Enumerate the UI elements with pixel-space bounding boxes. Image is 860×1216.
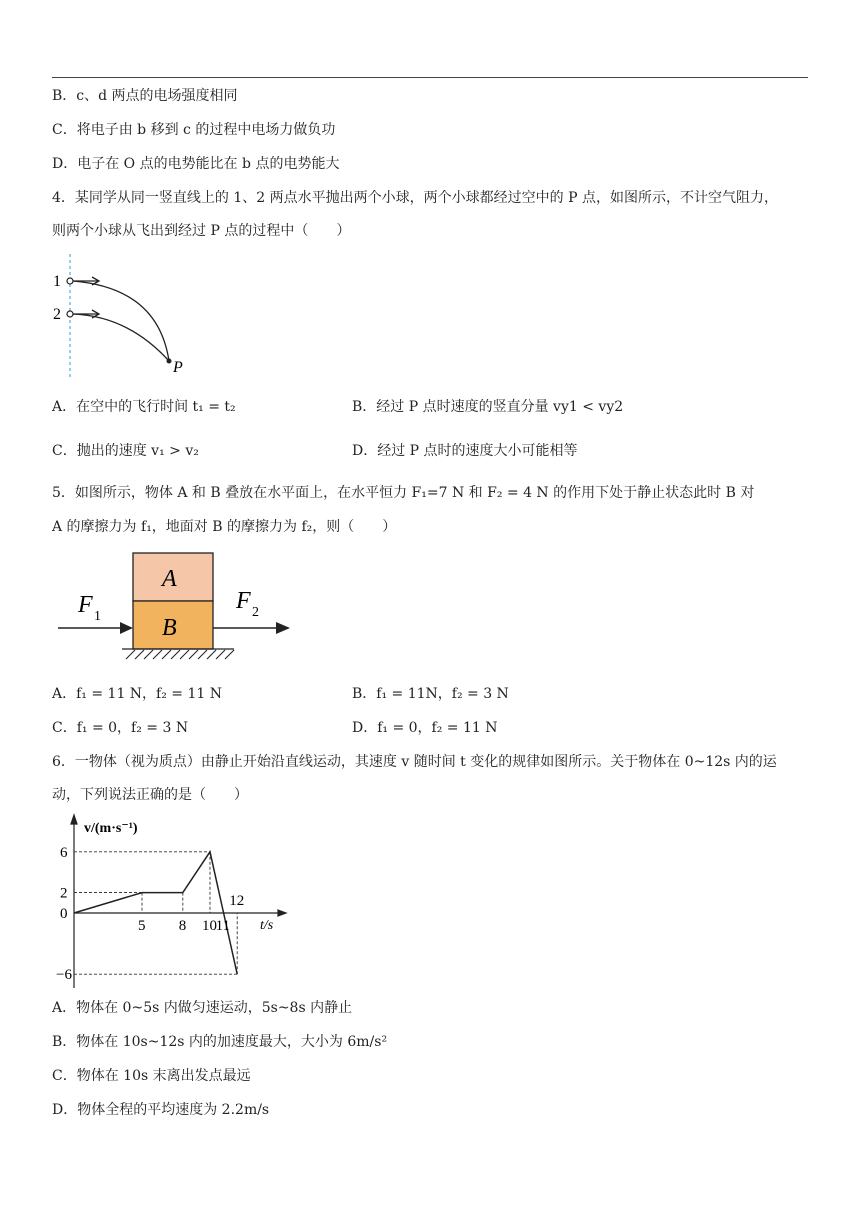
y-tick-label: 6 [60,844,68,861]
force-f2-label: F [236,588,251,614]
q4-option-b: B．经过 P 点时速度的竖直分量 vy1 < vy2 [352,399,624,415]
x-axis-arrowhead [278,910,286,916]
q4-projectile-figure [48,250,198,380]
block-a-label: A [162,566,177,592]
velocity-time-chart [52,812,292,992]
q4-fig-label-p: P [173,359,183,376]
q6-stem-line2: 动，下列说法正确的是（ ） [52,787,248,803]
q6-option-a: A．物体在 0~5s 内做匀速运动，5s~8s 内静止 [52,1000,353,1016]
q5-option-d: D．f₁ = 0，f₂ = 11 N [352,720,498,736]
q4-fig-label-2: 2 [53,306,61,323]
force-f1-label: F [78,592,93,618]
y-axis-label: v/(m·s⁻¹) [84,821,138,836]
force-f1-subscript: 1 [94,609,101,624]
q4-option-a: A．在空中的飞行时间 t₁ = t₂ [52,399,236,415]
q6-option-c: C．物体在 10s 末离出发点最远 [52,1068,251,1084]
q4-option-c: C．抛出的速度 v₁ > v₂ [52,443,199,459]
q5-option-a: A．f₁ = 11 N，f₂ = 11 N [52,686,222,702]
q5-stem-line2: A 的摩擦力为 f₁，地面对 B 的摩擦力为 f₂，则（ ） [52,519,397,535]
x-tick-label: 11 [215,918,231,934]
q5-option-c: C．f₁ = 0，f₂ = 3 N [52,720,189,736]
y-axis-arrowhead [71,815,77,824]
q5-option-b: B．f₁ = 11N，f₂ = 3 N [352,686,509,702]
q6-option-d: D．物体全程的平均速度为 2.2m/s [52,1102,270,1118]
y-tick-label: −6 [56,967,72,984]
force-f2-subscript: 2 [252,605,259,620]
q4-stem-line1: 4．某同学从同一竖直线上的 1、2 两点水平抛出两个小球，两个小球都经过空中的 P 点，如图所示，不计空气阻力， [52,190,778,206]
q6-stem-line1: 6．一物体（视为质点）由静止开始沿直线运动，其速度 v 随时间 t 变化的规律如图所示。关于物体在 0~12s 内的运 [52,754,777,770]
q4-fig-label-1: 1 [53,273,61,290]
y-tick-label: 2 [60,885,68,902]
q5-stem-line1: 5．如图所示，物体 A 和 B 叠放在水平面上，在水平恒力 F₁=7 N 和 F₂ = 4 N 的作用下处于静止状态此时 B 对 [52,485,755,501]
x-tick-label: 10 [202,918,217,934]
block-b-label: B [162,615,177,641]
x-tick-label: 8 [178,918,187,934]
y-tick-label: 0 [60,906,68,922]
q4-stem-line2: 则两个小球从飞出到经过 P 点的过程中（ ） [52,223,351,239]
q6-option-b: B．物体在 10s~12s 内的加速度最大，大小为 6m/s² [52,1034,388,1050]
q3-option-b: B．c、d 两点的电场强度相同 [52,88,238,104]
x-tick-label: 12 [229,893,245,909]
x-axis-label: t/s [260,918,274,933]
q3-option-d: D．电子在 O 点的电势能比在 b 点的电势能大 [52,156,340,172]
q5-blocks-figure [52,548,302,668]
x-tick-label: 5 [138,918,146,934]
q4-option-d: D．经过 P 点时的速度大小可能相等 [352,443,578,459]
q3-option-c: C．将电子由 b 移到 c 的过程中电场力做负功 [52,122,336,138]
header-rule [52,77,808,78]
